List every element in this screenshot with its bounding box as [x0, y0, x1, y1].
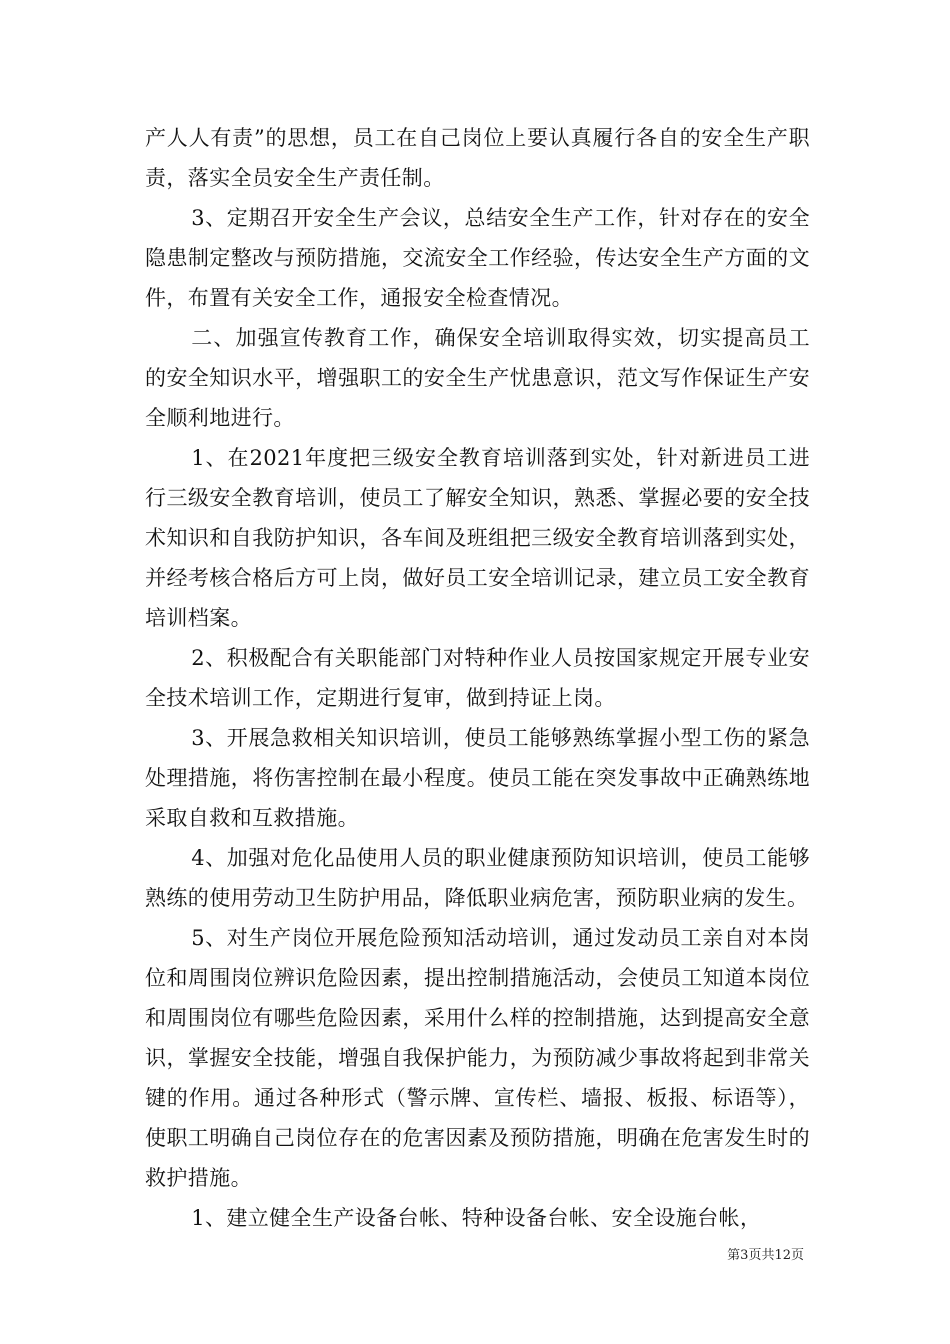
- paragraph: 1、在2021年度把三级安全教育培训落到实处，针对新进员工进行三级安全教育培训，使员工了解安全知识，熟悉、掌握必要的安全技术知识和自我防护知识，各车间及班组把三级安全教育培训落到实处，并经考核合格后方可上岗，做好员工安全培训记录，建立员工安全教育培训档案。: [145, 446, 810, 630]
- document-body: [145, 118, 810, 1238]
- paragraph: 3、开展急救相关知识培训，使员工能够熟练掌握小型工伤的紧急处理措施，将伤害控制在最小程度。使员工能在突发事故中正确熟练地采取自救和互救措施。: [145, 726, 810, 830]
- paragraph: 5、对生产岗位开展危险预知活动培训，通过发动员工亲自对本岗位和周围岗位辨识危险因素，提出控制措施活动，会使员工知道本岗位和周围岗位有哪些危险因素，采用什么样的控制措施，达到提高安全意识，掌握安全技能，增强自我保护能力，为预防减少事故将起到非常关键的作用。通过各种形式（警示牌、宣传栏、墙报、板报、标语等），使职工明确自己岗位存在的危害因素及预防措施，明确在危害发生时的救护措施。: [145, 926, 810, 1190]
- paragraph: 1、建立健全生产设备台帐、特种设备台帐、安全设施台帐，: [191, 1206, 762, 1230]
- paragraph: 二、加强宣传教育工作，确保安全培训取得实效，切实提高员工的安全知识水平，增强职工的安全生产忧患意识，范文写作保证生产安全顺利地进行。: [145, 326, 810, 430]
- paragraph: 3、定期召开安全生产会议，总结安全生产工作，针对存在的安全隐患制定整改与预防措施，交流安全工作经验，传达安全生产方面的文件，布置有关安全工作，通报安全检查情况。: [145, 206, 810, 310]
- paragraph: 2、积极配合有关职能部门对特种作业人员按国家规定开展专业安全技术培训工作，定期进行复审，做到持证上岗。: [145, 646, 810, 710]
- page-number: 第3页共12页: [727, 1248, 804, 1263]
- paragraph: 产人人有责”的思想，员工在自己岗位上要认真履行各自的安全生产职责，落实全员安全生产责任制。: [145, 126, 810, 190]
- paragraph: 4、加强对危化品使用人员的职业健康预防知识培训，使员工能够熟练的使用劳动卫生防护用品，降低职业病危害，预防职业病的发生。: [145, 846, 810, 910]
